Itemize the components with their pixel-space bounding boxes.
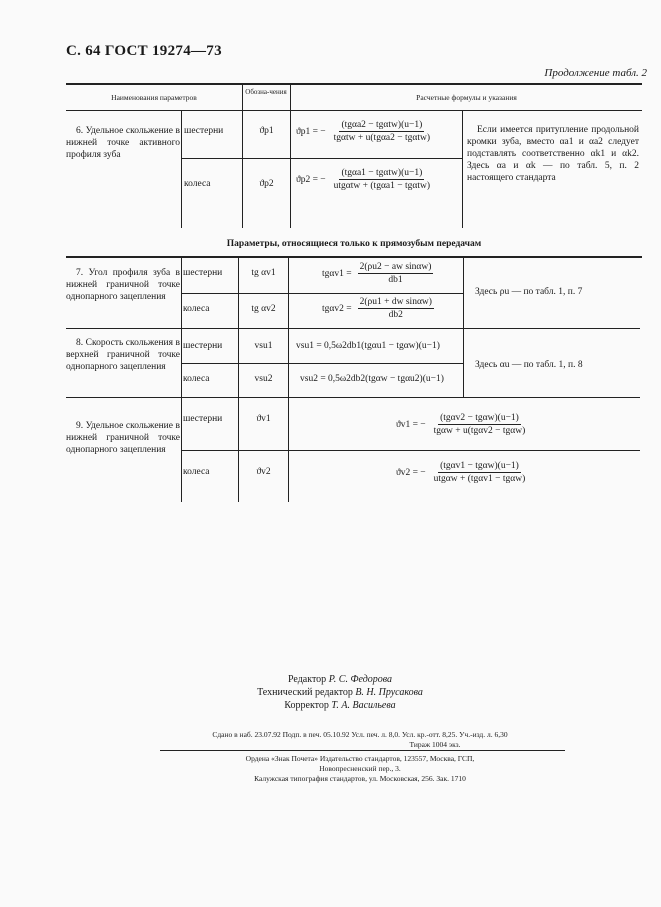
formula-lhs: tgαv1 = <box>322 268 352 279</box>
formula-numerator: (tgαa1 − tgαtw)(u−1) <box>341 168 423 178</box>
imprint-line: Ордена «Знак Почета» Издательство стандартов, 123557, Москва, ГСП, <box>245 754 475 763</box>
row9-formula-pinion <box>396 413 527 436</box>
row8-gear-wheel: колеса <box>183 374 210 384</box>
row9-gear-wheel: колеса <box>183 467 210 477</box>
row6-gear-pinion: шестерни <box>184 126 224 136</box>
formula-lhs: tgαv2 = <box>322 303 352 314</box>
row8-gear-pinion: шестерни <box>183 341 223 351</box>
imprint-block-bottom <box>155 754 565 784</box>
formula-fraction <box>358 297 434 320</box>
formula-fraction <box>432 413 528 436</box>
row7-symbol-pinion: tg αv1 <box>251 268 276 278</box>
row7-gear-wheel: колеса <box>183 304 210 314</box>
row7-gear-pinion: шестерни <box>183 268 223 278</box>
param-6-name: 6. Удельное скольжение в нижней точке активного профиля зуба <box>66 126 180 160</box>
row6-formula-wheel <box>296 168 432 191</box>
row7-symbol-wheel: tg αv2 <box>251 304 276 314</box>
tech-editor-name: В. Н. Прусакова <box>355 687 423 698</box>
formula-lhs: ϑp2 = − <box>296 174 326 185</box>
formula-numerator: (tgαv1 − tgαw)(u−1) <box>440 461 519 471</box>
imprint-block-top <box>155 730 565 750</box>
grid-line <box>290 83 291 228</box>
formula-denominator: tgαtw + u(tgαa2 − tgαtw) <box>333 133 431 143</box>
row8-note: Здесь αu — по табл. 1, п. 8 <box>475 360 583 370</box>
formula-lhs: ϑv2 = − <box>396 467 426 478</box>
tech-editor-line <box>180 686 500 699</box>
formula-numerator: 2(ρu2 − aw sinαw) <box>359 262 432 272</box>
formula-numerator: (tgαa2 − tgαtw)(u−1) <box>341 120 423 130</box>
header-bottom-rule <box>66 110 642 111</box>
table-top-rule <box>66 83 642 85</box>
row8-formula-wheel: vsu2 = 0,5ω2db2(tgαw − tgαu2)(u−1) <box>300 374 444 384</box>
imprint-line: Калужская типография стандартов, ул. Московская, 256. Зак. 1710 <box>254 774 466 783</box>
row9-formula-wheel <box>396 461 527 484</box>
header-col-name: Наименования параметров <box>111 93 197 102</box>
row7-note: Здесь ρu — по табл. 1, п. 7 <box>475 287 583 297</box>
table-continuation-label: Продолжение табл. 2 <box>544 67 647 79</box>
formula-fraction <box>332 168 432 191</box>
header-col-symbol: Обозна-чения <box>245 88 287 96</box>
formula-denominator: utgαtw + (tgαa1 − tgαtw) <box>333 181 431 191</box>
row6-note: Если имеется притупление продольной кромки зуба, вместо αa1 и αa2 следует подставлять соответственно αk1 и αk2. Здесь αa и αk — по табл. 5, п. 2 настоящего стандарта <box>467 125 639 183</box>
imprint-line: Тираж 1004 экз. <box>409 740 461 749</box>
grid-line <box>182 293 463 294</box>
grid-line <box>182 363 463 364</box>
grid-line <box>181 110 182 228</box>
formula-numerator: (tgαv2 − tgαw)(u−1) <box>440 413 519 423</box>
editor-line <box>180 673 500 686</box>
row8-symbol-wheel: vsu2 <box>254 374 273 384</box>
row6-gear-wheel: колеса <box>184 179 211 189</box>
editor-label: Редактор <box>287 674 327 685</box>
formula-fraction <box>358 262 434 285</box>
formula-denominator: utgαw + (tgαv1 − tgαw) <box>433 474 526 484</box>
row6-symbol-wheel: ϑp2 <box>259 179 274 189</box>
imprint-line: Сдано в наб. 23.07.92 Подп. в печ. 05.10.92 Усл. печ. л. 8,0. Усл. кр.-отт. 8,25. Уч.-изд. л. 6,30 <box>212 730 508 739</box>
corrector-name: Т. А. Васильева <box>331 700 396 711</box>
row9-symbol-pinion: ϑv1 <box>256 414 271 424</box>
param-7-name: 7. Угол профиля зуба в нижней граничной точке однопарного зацепления <box>66 268 180 302</box>
formula-fraction <box>432 461 528 484</box>
editor-name: Р. С. Федорова <box>328 674 393 685</box>
page-header: С. 64 ГОСТ 19274—73 <box>66 43 222 59</box>
row7-formula-wheel <box>322 297 434 320</box>
row6-symbol-pinion: ϑp1 <box>259 126 274 136</box>
corrector-label: Корректор <box>284 700 329 711</box>
row7-formula-pinion <box>322 262 433 285</box>
row6-formula-pinion <box>296 120 432 143</box>
row9-gear-pinion: шестерни <box>183 414 223 424</box>
row8-symbol-pinion: vsu1 <box>254 341 273 351</box>
imprint-rule <box>160 750 565 751</box>
credits-block <box>180 673 500 712</box>
grid-line <box>66 397 640 398</box>
section-title: Параметры, относящиеся только к прямозубым передачам <box>226 239 482 249</box>
formula-fraction <box>332 120 432 143</box>
grid-line <box>182 450 640 451</box>
grid-line <box>242 83 243 228</box>
grid-line <box>66 328 640 329</box>
grid-line <box>463 257 464 397</box>
tech-editor-label: Технический редактор <box>257 687 353 698</box>
imprint-line: Новопресненский пер., 3. <box>319 764 401 773</box>
table-top-rule <box>66 256 642 258</box>
param-8-name: 8. Скорость скольжения в верхней граничной точке однопарного зацепления <box>66 338 180 372</box>
formula-denominator: db2 <box>388 310 403 320</box>
formula-denominator: db1 <box>388 275 403 285</box>
formula-lhs: ϑp1 = − <box>296 126 326 137</box>
formula-denominator: tgαw + u(tgαv2 − tgαw) <box>433 426 526 436</box>
row9-symbol-wheel: ϑv2 <box>256 467 271 477</box>
grid-line <box>462 110 463 228</box>
param-9-name: 9. Удельное скольжение в нижней граничной точке однопарного зацепления <box>66 421 180 455</box>
formula-numerator: 2(ρu1 + dw sinαw) <box>359 297 432 307</box>
grid-line <box>182 158 462 159</box>
row8-formula-pinion: vsu1 = 0,5ω2db1(tgαu1 − tgαw)(u−1) <box>296 341 440 351</box>
header-col-formula: Расчетные формулы и указания <box>416 93 517 102</box>
corrector-line <box>180 699 500 712</box>
formula-lhs: ϑv1 = − <box>396 419 426 430</box>
